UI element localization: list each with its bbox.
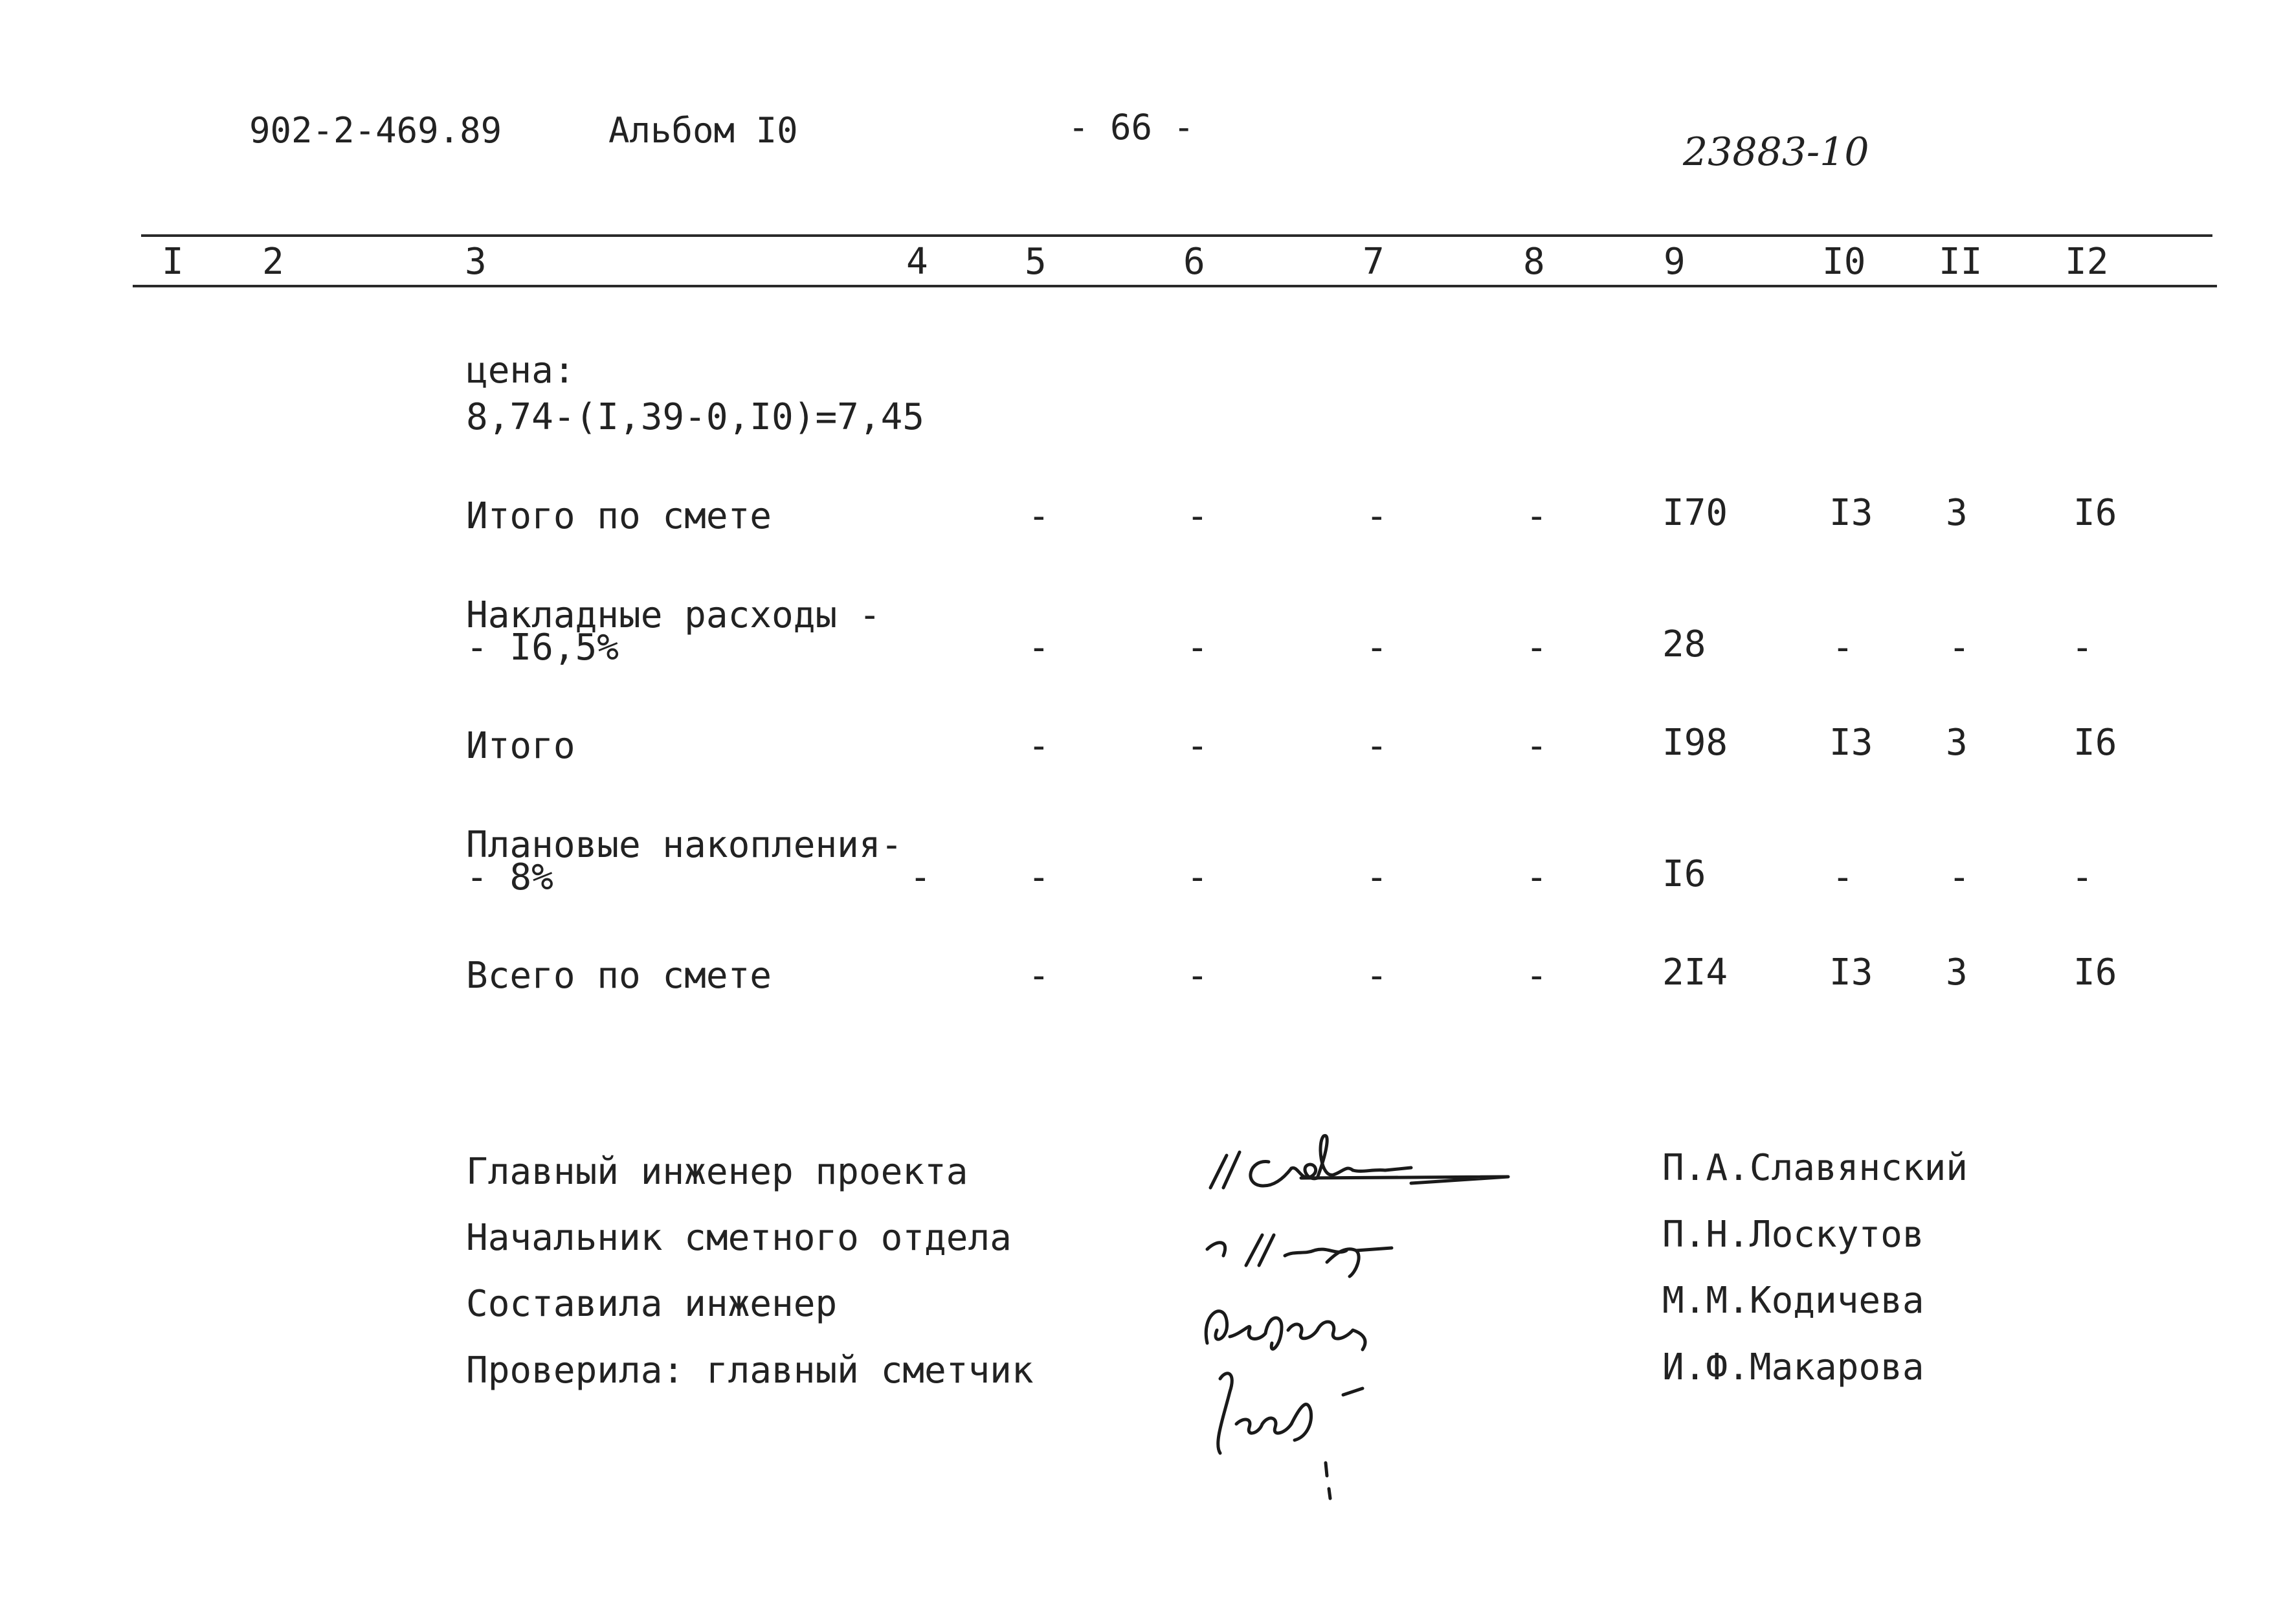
inventory-number: 23883-10: [1683, 129, 1869, 175]
table-cell: I3: [1829, 951, 1873, 994]
table-cell: -: [2071, 627, 2093, 669]
signatory-name: П.А.Славянский: [1662, 1147, 1968, 1189]
column-number-10: I0: [1822, 241, 1866, 283]
table-cell: I6: [2073, 951, 2117, 994]
table-cell: I6: [1662, 853, 1706, 895]
row-label: Итого по смете: [466, 495, 772, 537]
signatory-name: И.Ф.Макарова: [1662, 1346, 1924, 1388]
table-cell: -: [1366, 495, 1388, 537]
table-cell: -: [1028, 627, 1050, 669]
handwritten-signatures: [1197, 1100, 1534, 1515]
table-top-rule: [141, 234, 2212, 237]
table-cell: -: [1366, 955, 1388, 997]
table-cell: -: [1366, 725, 1388, 767]
row-label: Плановые накопления-: [466, 824, 903, 866]
table-cell: -: [1028, 856, 1050, 898]
document-code: 902-2-469.89: [249, 110, 502, 151]
signatory-role: Составила инженер: [466, 1283, 838, 1325]
table-cell: I98: [1662, 722, 1728, 764]
table-cell: -: [1028, 495, 1050, 537]
table-cell: I3: [1829, 722, 1873, 764]
table-cell: I3: [1829, 492, 1873, 534]
row-label-continuation: - I6,5%: [466, 627, 619, 669]
row-label-continuation: - 8%: [466, 856, 553, 898]
price-note-formula: 8,74-(I,39-0,I0)=7,45: [466, 396, 925, 438]
table-cell: -: [1832, 627, 1854, 669]
signatory-role: Начальник сметного отдела: [466, 1217, 1012, 1259]
column-number-3: 3: [465, 241, 487, 283]
signatory-role: Главный инженер проекта: [466, 1151, 968, 1193]
table-cell: -: [1948, 627, 1970, 669]
column-number-11: II: [1939, 241, 1983, 283]
column-number-5: 5: [1025, 241, 1047, 283]
table-cell: -: [1186, 725, 1208, 767]
table-cell: -: [2071, 856, 2093, 898]
table-cell: -: [1186, 495, 1208, 537]
column-number-1: I: [162, 241, 184, 283]
table-cell: -: [1186, 955, 1208, 997]
table-cell: -: [1186, 627, 1208, 669]
table-cell: -: [1832, 856, 1854, 898]
signatory-name: М.М.Кодичева: [1662, 1280, 1924, 1322]
signature-2: [1207, 1235, 1392, 1276]
table-cell: -: [1028, 725, 1050, 767]
table-cell: -: [1526, 495, 1548, 537]
table-cell: -: [1948, 856, 1970, 898]
table-cell: -: [1526, 856, 1548, 898]
signatory-role: Проверила: главный сметчик: [466, 1350, 1034, 1392]
signature-1: [1210, 1135, 1508, 1188]
table-cell: I70: [1662, 492, 1728, 534]
table-cell: 28: [1662, 623, 1706, 665]
signatory-name: П.Н.Лоскутов: [1662, 1214, 1924, 1256]
table-cell: -: [1526, 725, 1548, 767]
row-label: Накладные расходы -: [466, 594, 881, 636]
price-note-caption: цена:: [466, 350, 575, 392]
signature-3: [1206, 1311, 1365, 1350]
column-number-9: 9: [1664, 241, 1686, 283]
column-number-8: 8: [1523, 241, 1545, 283]
row-label: Итого: [466, 725, 575, 767]
table-cell: 2I4: [1662, 951, 1728, 994]
column-number-12: I2: [2065, 241, 2109, 283]
album-label: Альбом I0: [608, 110, 798, 151]
table-header-rule: [133, 285, 2217, 287]
table-cell: -: [909, 856, 931, 898]
table-cell: -: [1186, 856, 1208, 898]
table-cell: I6: [2073, 722, 2117, 764]
page-number: - 66 -: [1068, 107, 1195, 148]
table-cell: I6: [2073, 492, 2117, 534]
table-cell: 3: [1946, 492, 1968, 534]
table-cell: -: [1526, 627, 1548, 669]
column-number-6: 6: [1183, 241, 1205, 283]
table-cell: 3: [1946, 951, 1968, 994]
column-number-7: 7: [1363, 241, 1385, 283]
table-cell: 3: [1946, 722, 1968, 764]
table-cell: -: [1366, 856, 1388, 898]
table-cell: -: [1366, 627, 1388, 669]
row-label: Всего по смете: [466, 955, 772, 997]
signature-4: [1218, 1374, 1363, 1498]
column-number-2: 2: [262, 241, 284, 283]
table-cell: -: [1526, 955, 1548, 997]
column-number-4: 4: [906, 241, 928, 283]
table-cell: -: [1028, 955, 1050, 997]
